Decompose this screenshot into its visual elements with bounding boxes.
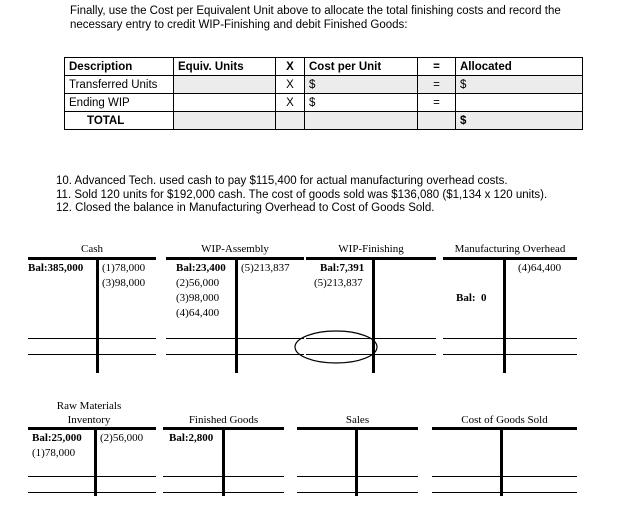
credit-entry: (1)78,000 (102, 262, 146, 274)
t-account-finished-goods (163, 414, 284, 496)
highlight-ellipse (292, 326, 382, 370)
equals-sign: = (418, 94, 456, 112)
debit-entry: (3)98,000 (176, 292, 220, 304)
t-account-rule (163, 476, 284, 477)
header-description: Description (65, 58, 174, 76)
t-account-rule (443, 354, 577, 355)
t-account-title: WIP-Assembly (201, 243, 269, 255)
t-account-wip-assembly (166, 243, 304, 373)
debit-entries (28, 261, 83, 276)
t-account-title: Manufacturing Overhead (454, 243, 566, 255)
input-allocated-ending-wip[interactable] (456, 94, 583, 112)
t-account-rule (163, 492, 284, 493)
total-equals-cell (418, 112, 456, 130)
t-account-rule (166, 354, 304, 355)
t-account-title: Cash (81, 243, 103, 255)
credit-entries (100, 431, 143, 446)
t-account-rule (297, 476, 418, 477)
header-equals: = (418, 58, 456, 76)
equals-sign: = (418, 76, 456, 94)
total-equiv-units-cell (174, 112, 276, 130)
t-account-title: Sales (345, 414, 370, 426)
input-equiv-units-ending-wip[interactable] (174, 94, 276, 112)
highlight-ellipse-shape (295, 331, 377, 363)
debit-entry: Bal:25,000 (32, 432, 82, 444)
times-sign: X (276, 76, 305, 94)
credit-entry: (4)64,400 (518, 262, 562, 274)
times-sign: X (276, 94, 305, 112)
total-cost-cell (305, 112, 418, 130)
t-account-rule (28, 492, 156, 493)
debit-entries (320, 261, 364, 276)
credit-entry: (5)213,837 (314, 277, 363, 289)
t-account-rule (28, 338, 156, 339)
debit-entry: (2)56,000 (176, 277, 220, 289)
debit-entry: Bal:2,800 (169, 432, 214, 444)
t-account-top-bar (443, 257, 577, 260)
t-account-divider (500, 427, 503, 496)
debit-entries (456, 261, 487, 336)
t-account-rule (166, 338, 304, 339)
table-row (65, 112, 583, 130)
t-account-divider (235, 257, 238, 373)
transaction-steps (56, 175, 547, 216)
input-cost-per-unit-ending-wip[interactable]: $ (305, 94, 418, 112)
credit-entry: (3)98,000 (102, 277, 146, 289)
debit-entry: Bal:23,400 (176, 262, 226, 274)
header-cost-per-unit: Cost per Unit (305, 58, 418, 76)
debit-entry: Bal:385,000 (28, 262, 84, 274)
allocation-table (64, 57, 583, 130)
total-times-cell (276, 112, 305, 130)
t-account-top-bar (28, 427, 156, 430)
debit-entries (169, 431, 213, 446)
t-account-title: WIP-Finishing (338, 243, 404, 255)
debit-entries (32, 431, 82, 461)
t-account-title-line1: Raw Materials (56, 400, 122, 412)
row-label-total: TOTAL (65, 112, 174, 130)
t-account-sales (297, 414, 418, 496)
debit-entry: (1)78,000 (32, 447, 76, 459)
t-account-rule (443, 338, 577, 339)
credit-entries (518, 261, 561, 276)
t-account-title: Finished Goods (188, 414, 259, 426)
t-account-divider (355, 427, 358, 496)
row-label-transferred-units: Transferred Units (65, 76, 174, 94)
t-account-rule (432, 492, 577, 493)
t-account-cash (28, 243, 156, 373)
step-10: 10. Advanced Tech. used cash to pay $115,400 for actual manufacturing overhead costs. (56, 175, 508, 187)
t-account-manufacturing-overhead (443, 243, 577, 373)
step-11: 11. Sold 120 units for $192,000 cash. The cost of goods sold was $136,080 ($1,134 x 120 units). (56, 188, 548, 201)
t-account-title-line2: Inventory (67, 414, 111, 426)
credit-entry: (2)56,000 (100, 432, 144, 444)
table-row (65, 94, 583, 112)
t-account-divider (222, 427, 225, 496)
table-row (65, 76, 583, 94)
credit-entries (241, 261, 290, 276)
row-label-ending-wip: Ending WIP (65, 94, 174, 112)
debit-entry: Bal: 0 (456, 292, 487, 304)
t-account-divider (503, 257, 506, 373)
t-account-rule (297, 492, 418, 493)
t-account-cost-of-goods-sold (432, 414, 577, 496)
header-times: X (276, 58, 305, 76)
t-account-top-bar (306, 257, 436, 260)
credit-entries (102, 261, 145, 291)
t-account-divider (96, 257, 99, 373)
t-account-rule (28, 354, 156, 355)
credit-entry: (5)213,837 (241, 262, 290, 274)
t-account-rule (28, 476, 156, 477)
t-account-raw-materials (28, 400, 156, 496)
t-account-divider (94, 427, 97, 496)
input-equiv-units-transferred[interactable] (174, 76, 276, 94)
step-12: 12. Closed the balance in Manufacturing Overhead to Cost of Goods Sold. (56, 202, 435, 214)
header-allocated: Allocated (456, 58, 583, 76)
table-header-row (65, 58, 583, 76)
t-account-title: Cost of Goods Sold (461, 414, 548, 426)
instructions-text: Finally, use the Cost per Equivalent Unit above to allocate the total finishing costs and record the necessary entry to credit WIP-Finishing and debit Finished Goods: (70, 5, 561, 31)
debit-entries (176, 261, 226, 321)
debit-entry: (4)64,400 (176, 307, 220, 319)
input-cost-per-unit-transferred[interactable]: $ (305, 76, 418, 94)
header-equiv-units: Equiv. Units (174, 58, 276, 76)
credit-entries (314, 276, 363, 291)
input-allocated-total[interactable]: $ (456, 112, 583, 130)
t-account-top-bar (28, 257, 156, 260)
input-allocated-transferred[interactable]: $ (456, 76, 583, 94)
debit-entry: Bal:7,391 (320, 262, 365, 274)
t-account-rule (432, 476, 577, 477)
t-account-top-bar (432, 427, 577, 430)
